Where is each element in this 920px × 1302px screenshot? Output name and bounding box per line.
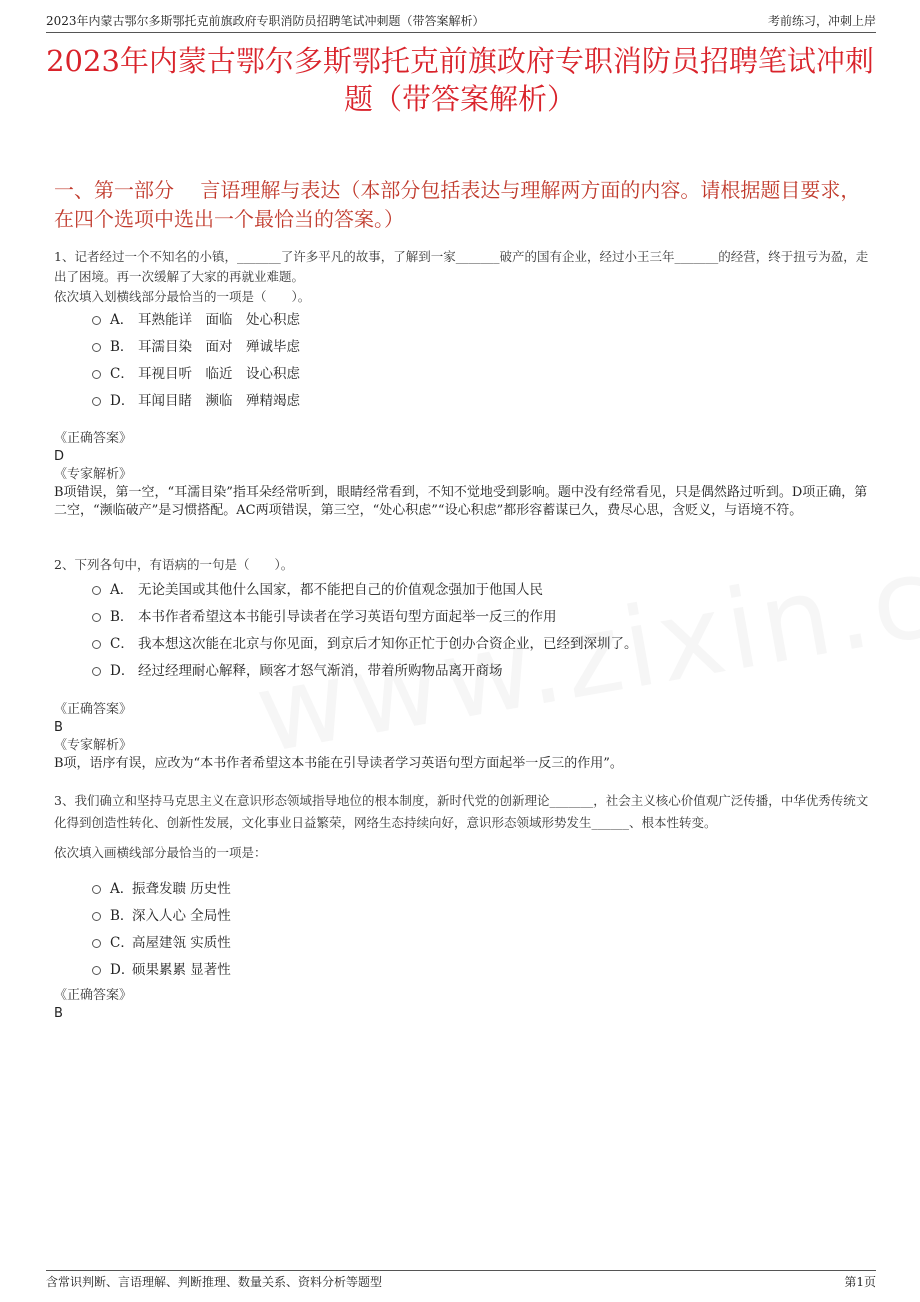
option-label: C． xyxy=(110,365,134,382)
option-a[interactable] xyxy=(92,873,231,900)
analysis-label: 《专家解析》 xyxy=(54,738,133,753)
option-text: 耳视目听 临近 设心积虑 xyxy=(138,365,300,382)
page-number: 第1页 xyxy=(844,1275,876,1289)
option-label: A． xyxy=(110,311,134,328)
option-label: B． xyxy=(110,338,134,355)
question-3-answer-block xyxy=(54,987,872,1023)
radio-icon[interactable] xyxy=(92,966,101,975)
option-text: 无论美国或其他什么国家，都不能把自己的价值观念强加于他国人民 xyxy=(138,581,543,598)
document-title: 2023年内蒙古鄂尔多斯鄂托克前旗政府专职消防员招聘笔试冲刺题（带答案解析） xyxy=(46,44,874,116)
option-text: 耳熟能详 面临 处心积虑 xyxy=(138,311,300,328)
option-d[interactable] xyxy=(92,385,300,412)
page-header xyxy=(46,12,876,33)
radio-icon[interactable] xyxy=(92,397,101,406)
question-2-stem: 2、下列各句中，有语病的一句是（ ）。 xyxy=(54,557,294,572)
option-d[interactable] xyxy=(92,954,231,981)
question-1-answer-block xyxy=(54,430,872,520)
radio-icon[interactable] xyxy=(92,586,101,595)
question-1-options xyxy=(92,304,300,412)
option-label: C． xyxy=(110,635,134,652)
answer-value: D xyxy=(54,449,65,464)
answer-label: 《正确答案》 xyxy=(54,702,133,717)
option-text: 硕果累累 显著性 xyxy=(132,961,231,978)
option-label: D． xyxy=(110,392,135,409)
option-text: 我本想这次能在北京与你见面，到京后才知你正忙于创办合资企业，已经到深圳了。 xyxy=(138,635,638,652)
analysis-text: B项，语序有误，应改为“本书作者希望这本书能在引导读者学习英语句型方面起举一反三的作用”。 xyxy=(54,756,623,771)
question-1-instruction: 依次填入划横线部分最恰当的一项是（ ）。 xyxy=(54,289,311,304)
question-1-stem: 1、记者经过一个不知名的小镇，_______了许多平凡的故事，了解到一家_______破产的国有企业，经过小王三年_______的经营，终于扭亏为盈，走出了困境。再一次缓解了大家的再就业难题。 xyxy=(54,249,869,284)
option-label: B． xyxy=(110,907,134,924)
radio-icon[interactable] xyxy=(92,370,101,379)
answer-value: B xyxy=(54,720,63,735)
header-left-text: 2023年内蒙古鄂尔多斯鄂托克前旗政府专职消防员招聘笔试冲刺题（带答案解析） xyxy=(46,14,485,28)
option-label: B． xyxy=(110,608,134,625)
option-label: A． xyxy=(110,880,134,897)
option-b[interactable] xyxy=(92,601,638,628)
option-label: D． xyxy=(110,961,135,978)
option-label: D． xyxy=(110,662,135,679)
option-a[interactable] xyxy=(92,304,300,331)
option-text: 耳濡目染 面对 殚诚毕虑 xyxy=(138,338,300,355)
header-right-text: 考前练习，冲刺上岸 xyxy=(767,14,876,28)
option-label: C． xyxy=(110,934,134,951)
question-3-stem: 3、我们确立和坚持马克思主义在意识形态领域指导地位的根本制度，新时代党的创新理论_______，社会主义核心价值观广泛传播，中华优秀传统文化得到创造性转化、创新性发展，文化事业日益繁荣，网络生态持续向好，意识形态领域形势发生______、根本性转变。 xyxy=(54,793,869,830)
answer-label: 《正确答案》 xyxy=(54,988,133,1003)
radio-icon[interactable] xyxy=(92,912,101,921)
radio-icon[interactable] xyxy=(92,885,101,894)
option-text: 经过经理耐心解释，顾客才怒气渐消，带着所购物品离开商场 xyxy=(138,662,503,679)
option-b[interactable] xyxy=(92,331,300,358)
analysis-text: B项错误，第一空，“耳濡目染”指耳朵经常听到，眼睛经常看到，不知不觉地受到影响。题中没有经常看见，只是偶然路过听到。D项正确，第二空，“濒临破产”是习惯搭配。AC两项错误，第三空，“处心积虑”“设心积虑”都形容蓄谋已久，费尽心思，含贬义，与语境不符。 xyxy=(54,485,868,518)
radio-icon[interactable] xyxy=(92,667,101,676)
analysis-label: 《专家解析》 xyxy=(54,467,133,482)
radio-icon[interactable] xyxy=(92,316,101,325)
question-3-options xyxy=(92,873,231,981)
option-a[interactable] xyxy=(92,574,638,601)
option-text: 耳闻目睹 濒临 殚精竭虑 xyxy=(138,392,300,409)
radio-icon[interactable] xyxy=(92,640,101,649)
page-footer xyxy=(46,1270,876,1290)
question-2-options xyxy=(92,574,638,682)
radio-icon[interactable] xyxy=(92,613,101,622)
option-b[interactable] xyxy=(92,900,231,927)
question-2-answer-block xyxy=(54,701,872,773)
radio-icon[interactable] xyxy=(92,939,101,948)
option-text: 高屋建瓴 实质性 xyxy=(132,934,231,951)
footer-left-text: 含常识判断、言语理解、判断推理、数量关系、资料分析等题型 xyxy=(46,1275,383,1289)
answer-value: B xyxy=(54,1006,63,1021)
section-heading: 一、第一部分 言语理解与表达（本部分包括表达与理解两方面的内容。请根据题目要求，在四个选项中选出一个最恰当的答案。） xyxy=(54,178,861,231)
option-c[interactable] xyxy=(92,927,231,954)
option-d[interactable] xyxy=(92,655,638,682)
answer-label: 《正确答案》 xyxy=(54,431,133,446)
option-label: A． xyxy=(110,581,134,598)
option-c[interactable] xyxy=(92,358,300,385)
option-c[interactable] xyxy=(92,628,638,655)
option-text: 深入人心 全局性 xyxy=(132,907,231,924)
option-text: 振聋发聩 历史性 xyxy=(132,880,231,897)
option-text: 本书作者希望这本书能引导读者在学习英语句型方面起举一反三的作用 xyxy=(138,608,557,625)
radio-icon[interactable] xyxy=(92,343,101,352)
question-3-instruction: 依次填入画横线部分最恰当的一项是： xyxy=(54,845,267,860)
